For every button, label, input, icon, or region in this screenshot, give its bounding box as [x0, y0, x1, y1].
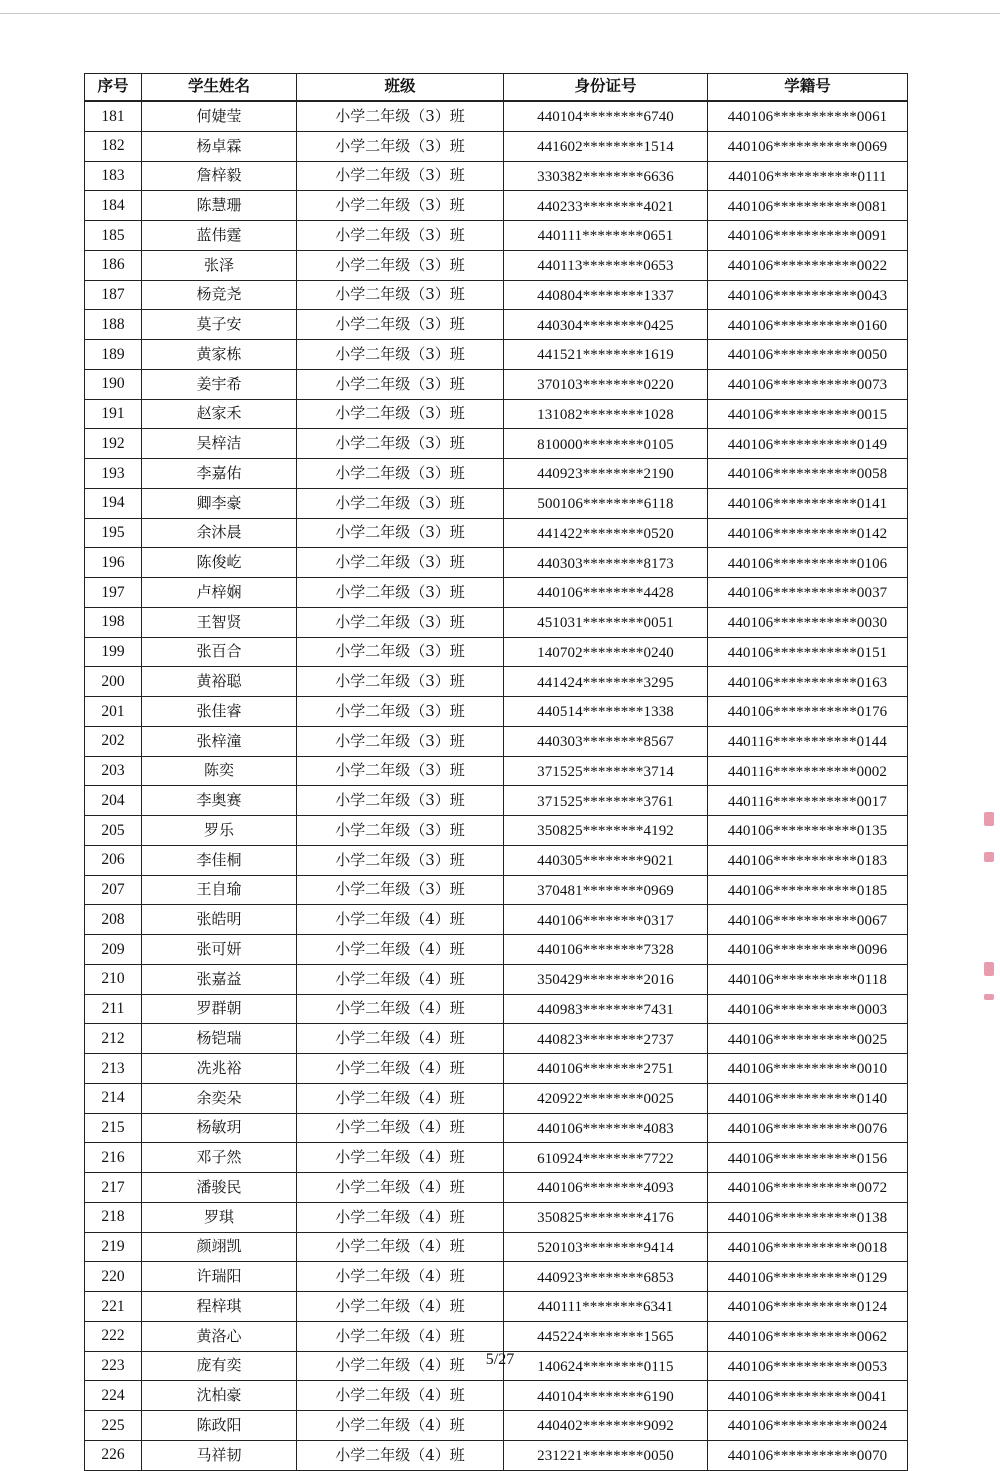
cell-seq: 216 [85, 1143, 142, 1173]
cell-reg-number: 440106***********0061 [708, 101, 908, 131]
cell-student-name: 潘骏民 [142, 1173, 297, 1203]
cell-seq: 222 [85, 1321, 142, 1351]
cell-student-name: 莫子安 [142, 310, 297, 340]
cell-reg-number: 440106***********0058 [708, 459, 908, 489]
cell-reg-number: 440106***********0067 [708, 905, 908, 935]
cell-student-name: 蓝伟霆 [142, 221, 297, 251]
table-row [85, 399, 908, 429]
cell-id-number: 420922********0025 [504, 1083, 708, 1113]
cell-seq: 195 [85, 518, 142, 548]
cell-id-number: 440402********9092 [504, 1411, 708, 1441]
cell-reg-number: 440106***********0053 [708, 1351, 908, 1381]
cell-reg-number: 440106***********0018 [708, 1232, 908, 1262]
page-number: 5/27 [485, 1351, 515, 1368]
cell-class: 小学二年级（4）班 [297, 994, 504, 1024]
table-row [85, 845, 908, 875]
cell-class: 小学二年级（3）班 [297, 310, 504, 340]
margin-stamp-mark [984, 852, 994, 862]
cell-id-number: 371525********3714 [504, 756, 708, 786]
cell-id-number: 440106********4093 [504, 1173, 708, 1203]
cell-student-name: 李奥赛 [142, 786, 297, 816]
table-row [85, 548, 908, 578]
cell-student-name: 李嘉佑 [142, 459, 297, 489]
cell-class: 小学二年级（4）班 [297, 1024, 504, 1054]
table-row [85, 280, 908, 310]
table-row [85, 1173, 908, 1203]
cell-class: 小学二年级（4）班 [297, 1411, 504, 1441]
cell-seq: 212 [85, 1024, 142, 1054]
table-row [85, 429, 908, 459]
cell-reg-number: 440106***********0022 [708, 250, 908, 280]
cell-reg-number: 440116***********0017 [708, 786, 908, 816]
cell-seq: 204 [85, 786, 142, 816]
cell-id-number: 451031********0051 [504, 607, 708, 637]
cell-student-name: 姜宇希 [142, 369, 297, 399]
cell-id-number: 440111********0651 [504, 221, 708, 251]
cell-class: 小学二年级（3）班 [297, 816, 504, 846]
cell-student-name: 陈俊屹 [142, 548, 297, 578]
cell-seq: 224 [85, 1381, 142, 1411]
cell-student-name: 罗乐 [142, 816, 297, 846]
cell-id-number: 440823********2737 [504, 1024, 708, 1054]
cell-id-number: 440106********4428 [504, 578, 708, 608]
cell-seq: 220 [85, 1262, 142, 1292]
cell-id-number: 441602********1514 [504, 131, 708, 161]
cell-reg-number: 440106***********0156 [708, 1143, 908, 1173]
cell-student-name: 何婕莹 [142, 101, 297, 131]
cell-seq: 202 [85, 726, 142, 756]
table-row [85, 1113, 908, 1143]
cell-class: 小学二年级（4）班 [297, 1292, 504, 1322]
cell-reg-number: 440106***********0118 [708, 964, 908, 994]
cell-class: 小学二年级（4）班 [297, 935, 504, 965]
cell-class: 小学二年级（4）班 [297, 1381, 504, 1411]
cell-reg-number: 440106***********0183 [708, 845, 908, 875]
table-row [85, 1321, 908, 1351]
table-row [85, 786, 908, 816]
cell-class: 小学二年级（4）班 [297, 1351, 504, 1381]
cell-class: 小学二年级（3）班 [297, 280, 504, 310]
cell-student-name: 陈慧珊 [142, 191, 297, 221]
cell-class: 小学二年级（3）班 [297, 756, 504, 786]
cell-id-number: 440305********9021 [504, 845, 708, 875]
cell-seq: 213 [85, 1054, 142, 1084]
cell-seq: 221 [85, 1292, 142, 1322]
cell-reg-number: 440106***********0176 [708, 697, 908, 727]
cell-seq: 205 [85, 816, 142, 846]
cell-id-number: 330382********6636 [504, 161, 708, 191]
table-row [85, 875, 908, 905]
cell-reg-number: 440106***********0076 [708, 1113, 908, 1143]
cell-reg-number: 440106***********0111 [708, 161, 908, 191]
cell-reg-number: 440106***********0062 [708, 1321, 908, 1351]
cell-class: 小学二年级（3）班 [297, 697, 504, 727]
cell-reg-number: 440106***********0151 [708, 637, 908, 667]
cell-seq: 208 [85, 905, 142, 935]
cell-seq: 191 [85, 399, 142, 429]
header-student-name: 学生姓名 [142, 74, 297, 102]
cell-reg-number: 440106***********0070 [708, 1440, 908, 1470]
cell-id-number: 440233********4021 [504, 191, 708, 221]
cell-reg-number: 440106***********0140 [708, 1083, 908, 1113]
cell-student-name: 张佳睿 [142, 697, 297, 727]
scan-edge-line [0, 13, 1000, 14]
cell-class: 小学二年级（4）班 [297, 964, 504, 994]
table-row [85, 994, 908, 1024]
cell-student-name: 张泽 [142, 250, 297, 280]
cell-class: 小学二年级（3）班 [297, 459, 504, 489]
cell-reg-number: 440106***********0010 [708, 1054, 908, 1084]
table-row [85, 1381, 908, 1411]
cell-student-name: 吴梓洁 [142, 429, 297, 459]
cell-reg-number: 440106***********0149 [708, 429, 908, 459]
cell-seq: 181 [85, 101, 142, 131]
table-row [85, 1083, 908, 1113]
margin-stamp-mark [984, 812, 994, 826]
cell-reg-number: 440106***********0072 [708, 1173, 908, 1203]
cell-student-name: 余奕朵 [142, 1083, 297, 1113]
cell-id-number: 131082********1028 [504, 399, 708, 429]
cell-student-name: 张可妍 [142, 935, 297, 965]
cell-id-number: 440923********2190 [504, 459, 708, 489]
cell-reg-number: 440106***********0091 [708, 221, 908, 251]
cell-id-number: 350429********2016 [504, 964, 708, 994]
table-row [85, 340, 908, 370]
table-row [85, 905, 908, 935]
cell-seq: 203 [85, 756, 142, 786]
cell-student-name: 卿李豪 [142, 488, 297, 518]
cell-id-number: 441424********3295 [504, 667, 708, 697]
cell-seq: 183 [85, 161, 142, 191]
cell-student-name: 余沐晨 [142, 518, 297, 548]
cell-id-number: 440106********0317 [504, 905, 708, 935]
cell-reg-number: 440106***********0185 [708, 875, 908, 905]
cell-seq: 210 [85, 964, 142, 994]
table-row [85, 1143, 908, 1173]
cell-student-name: 陈奕 [142, 756, 297, 786]
header-student-reg-number: 学籍号 [708, 74, 908, 102]
table-row [85, 250, 908, 280]
cell-reg-number: 440106***********0024 [708, 1411, 908, 1441]
cell-class: 小学二年级（4）班 [297, 1173, 504, 1203]
cell-class: 小学二年级（3）班 [297, 101, 504, 131]
cell-reg-number: 440106***********0141 [708, 488, 908, 518]
cell-class: 小学二年级（3）班 [297, 399, 504, 429]
cell-class: 小学二年级（3）班 [297, 875, 504, 905]
margin-stamp-mark [984, 962, 994, 976]
cell-seq: 184 [85, 191, 142, 221]
cell-seq: 189 [85, 340, 142, 370]
cell-student-name: 李佳桐 [142, 845, 297, 875]
table-row [85, 1440, 908, 1470]
cell-class: 小学二年级（3）班 [297, 131, 504, 161]
cell-id-number: 440106********2751 [504, 1054, 708, 1084]
table-body [85, 101, 908, 1470]
table-row [85, 161, 908, 191]
cell-class: 小学二年级（4）班 [297, 1321, 504, 1351]
cell-id-number: 140624********0115 [504, 1351, 708, 1381]
table-row [85, 935, 908, 965]
cell-class: 小学二年级（3）班 [297, 161, 504, 191]
table-row [85, 607, 908, 637]
cell-id-number: 440514********1338 [504, 697, 708, 727]
cell-student-name: 罗群朝 [142, 994, 297, 1024]
cell-id-number: 440804********1337 [504, 280, 708, 310]
cell-seq: 199 [85, 637, 142, 667]
cell-id-number: 610924********7722 [504, 1143, 708, 1173]
table-row [85, 816, 908, 846]
cell-seq: 185 [85, 221, 142, 251]
cell-seq: 187 [85, 280, 142, 310]
cell-id-number: 440113********0653 [504, 250, 708, 280]
cell-seq: 214 [85, 1083, 142, 1113]
table-row [85, 131, 908, 161]
cell-id-number: 140702********0240 [504, 637, 708, 667]
cell-reg-number: 440116***********0144 [708, 726, 908, 756]
cell-student-name: 杨竞尧 [142, 280, 297, 310]
cell-id-number: 440111********6341 [504, 1292, 708, 1322]
cell-seq: 217 [85, 1173, 142, 1203]
cell-seq: 219 [85, 1232, 142, 1262]
cell-student-name: 沈柏豪 [142, 1381, 297, 1411]
table-row [85, 964, 908, 994]
cell-student-name: 冼兆裕 [142, 1054, 297, 1084]
cell-seq: 209 [85, 935, 142, 965]
cell-reg-number: 440106***********0096 [708, 935, 908, 965]
cell-id-number: 445224********1565 [504, 1321, 708, 1351]
cell-reg-number: 440106***********0124 [708, 1292, 908, 1322]
cell-student-name: 庞有奕 [142, 1351, 297, 1381]
cell-class: 小学二年级（4）班 [297, 1113, 504, 1143]
cell-seq: 197 [85, 578, 142, 608]
cell-student-name: 王自瑜 [142, 875, 297, 905]
cell-seq: 198 [85, 607, 142, 637]
cell-reg-number: 440106***********0129 [708, 1262, 908, 1292]
cell-seq: 225 [85, 1411, 142, 1441]
table-row [85, 667, 908, 697]
cell-student-name: 张百合 [142, 637, 297, 667]
table-row [85, 369, 908, 399]
cell-class: 小学二年级（3）班 [297, 548, 504, 578]
cell-student-name: 杨卓霖 [142, 131, 297, 161]
cell-reg-number: 440106***********0003 [708, 994, 908, 1024]
cell-class: 小学二年级（3）班 [297, 578, 504, 608]
cell-student-name: 黄家栋 [142, 340, 297, 370]
cell-id-number: 441521********1619 [504, 340, 708, 370]
cell-class: 小学二年级（3）班 [297, 488, 504, 518]
table-row [85, 310, 908, 340]
cell-id-number: 350825********4176 [504, 1202, 708, 1232]
table-row [85, 697, 908, 727]
cell-student-name: 邓子然 [142, 1143, 297, 1173]
cell-seq: 218 [85, 1202, 142, 1232]
cell-reg-number: 440106***********0041 [708, 1381, 908, 1411]
cell-id-number: 520103********9414 [504, 1232, 708, 1262]
cell-class: 小学二年级（3）班 [297, 667, 504, 697]
cell-class: 小学二年级（3）班 [297, 786, 504, 816]
cell-student-name: 颜翊凯 [142, 1232, 297, 1262]
cell-seq: 215 [85, 1113, 142, 1143]
cell-id-number: 440104********6740 [504, 101, 708, 131]
cell-id-number: 500106********6118 [504, 488, 708, 518]
cell-class: 小学二年级（4）班 [297, 905, 504, 935]
cell-id-number: 440106********7328 [504, 935, 708, 965]
cell-student-name: 赵家禾 [142, 399, 297, 429]
table-row [85, 1024, 908, 1054]
cell-student-name: 黄裕聪 [142, 667, 297, 697]
cell-seq: 194 [85, 488, 142, 518]
cell-seq: 223 [85, 1351, 142, 1381]
cell-reg-number: 440106***********0030 [708, 607, 908, 637]
cell-student-name: 罗琪 [142, 1202, 297, 1232]
table-row [85, 756, 908, 786]
cell-reg-number: 440106***********0043 [708, 280, 908, 310]
cell-class: 小学二年级（3）班 [297, 250, 504, 280]
cell-class: 小学二年级（4）班 [297, 1440, 504, 1470]
table-row [85, 578, 908, 608]
cell-class: 小学二年级（4）班 [297, 1143, 504, 1173]
cell-seq: 201 [85, 697, 142, 727]
cell-class: 小学二年级（4）班 [297, 1054, 504, 1084]
cell-id-number: 440104********6190 [504, 1381, 708, 1411]
table-header-row [85, 74, 908, 102]
cell-class: 小学二年级（3）班 [297, 518, 504, 548]
table-row [85, 726, 908, 756]
cell-seq: 182 [85, 131, 142, 161]
cell-seq: 192 [85, 429, 142, 459]
cell-seq: 211 [85, 994, 142, 1024]
cell-seq: 193 [85, 459, 142, 489]
cell-student-name: 王智贤 [142, 607, 297, 637]
cell-seq: 196 [85, 548, 142, 578]
cell-class: 小学二年级（3）班 [297, 637, 504, 667]
cell-student-name: 张梓潼 [142, 726, 297, 756]
cell-id-number: 440983********7431 [504, 994, 708, 1024]
cell-class: 小学二年级（3）班 [297, 726, 504, 756]
cell-id-number: 350825********4192 [504, 816, 708, 846]
cell-student-name: 许瑞阳 [142, 1262, 297, 1292]
cell-id-number: 441422********0520 [504, 518, 708, 548]
table-row [85, 518, 908, 548]
cell-seq: 226 [85, 1440, 142, 1470]
cell-class: 小学二年级（4）班 [297, 1262, 504, 1292]
cell-class: 小学二年级（3）班 [297, 369, 504, 399]
cell-seq: 200 [85, 667, 142, 697]
cell-reg-number: 440106***********0073 [708, 369, 908, 399]
cell-class: 小学二年级（3）班 [297, 340, 504, 370]
cell-seq: 207 [85, 875, 142, 905]
table-row [85, 1202, 908, 1232]
cell-student-name: 陈政阳 [142, 1411, 297, 1441]
cell-reg-number: 440106***********0069 [708, 131, 908, 161]
cell-student-name: 杨敏玥 [142, 1113, 297, 1143]
cell-class: 小学二年级（4）班 [297, 1232, 504, 1262]
cell-class: 小学二年级（3）班 [297, 607, 504, 637]
cell-id-number: 440304********0425 [504, 310, 708, 340]
table-row [85, 1054, 908, 1084]
cell-seq: 206 [85, 845, 142, 875]
cell-id-number: 231221********0050 [504, 1440, 708, 1470]
cell-class: 小学二年级（3）班 [297, 191, 504, 221]
table-row [85, 1411, 908, 1441]
cell-class: 小学二年级（4）班 [297, 1083, 504, 1113]
cell-id-number: 440923********6853 [504, 1262, 708, 1292]
cell-seq: 186 [85, 250, 142, 280]
cell-student-name: 杨铠瑞 [142, 1024, 297, 1054]
cell-reg-number: 440106***********0015 [708, 399, 908, 429]
table-row [85, 1262, 908, 1292]
header-class: 班级 [297, 74, 504, 102]
table-row [85, 1232, 908, 1262]
table-row [85, 637, 908, 667]
cell-student-name: 詹梓毅 [142, 161, 297, 191]
cell-reg-number: 440106***********0106 [708, 548, 908, 578]
cell-reg-number: 440106***********0050 [708, 340, 908, 370]
cell-student-name: 张嘉益 [142, 964, 297, 994]
cell-seq: 190 [85, 369, 142, 399]
table-row [85, 488, 908, 518]
cell-class: 小学二年级（3）班 [297, 221, 504, 251]
cell-reg-number: 440106***********0081 [708, 191, 908, 221]
cell-id-number: 370481********0969 [504, 875, 708, 905]
cell-reg-number: 440106***********0163 [708, 667, 908, 697]
cell-id-number: 440303********8567 [504, 726, 708, 756]
student-roster-table [84, 73, 908, 1471]
cell-class: 小学二年级（3）班 [297, 429, 504, 459]
header-seq: 序号 [85, 74, 142, 102]
cell-id-number: 810000********0105 [504, 429, 708, 459]
cell-student-name: 马祥韧 [142, 1440, 297, 1470]
cell-reg-number: 440106***********0025 [708, 1024, 908, 1054]
cell-reg-number: 440106***********0138 [708, 1202, 908, 1232]
cell-id-number: 370103********0220 [504, 369, 708, 399]
cell-seq: 188 [85, 310, 142, 340]
cell-student-name: 程梓琪 [142, 1292, 297, 1322]
table-row [85, 1292, 908, 1322]
table-row [85, 191, 908, 221]
cell-reg-number: 440106***********0160 [708, 310, 908, 340]
cell-id-number: 440106********4083 [504, 1113, 708, 1143]
header-id-number: 身份证号 [504, 74, 708, 102]
cell-student-name: 卢梓娴 [142, 578, 297, 608]
cell-reg-number: 440106***********0135 [708, 816, 908, 846]
cell-class: 小学二年级（4）班 [297, 1202, 504, 1232]
cell-id-number: 440303********8173 [504, 548, 708, 578]
cell-student-name: 张皓明 [142, 905, 297, 935]
table-row [85, 459, 908, 489]
cell-reg-number: 440106***********0142 [708, 518, 908, 548]
table-row [85, 101, 908, 131]
table-row [85, 221, 908, 251]
cell-class: 小学二年级（3）班 [297, 845, 504, 875]
cell-reg-number: 440116***********0002 [708, 756, 908, 786]
margin-stamp-mark [984, 994, 994, 1000]
cell-student-name: 黄洛心 [142, 1321, 297, 1351]
cell-reg-number: 440106***********0037 [708, 578, 908, 608]
cell-id-number: 371525********3761 [504, 786, 708, 816]
